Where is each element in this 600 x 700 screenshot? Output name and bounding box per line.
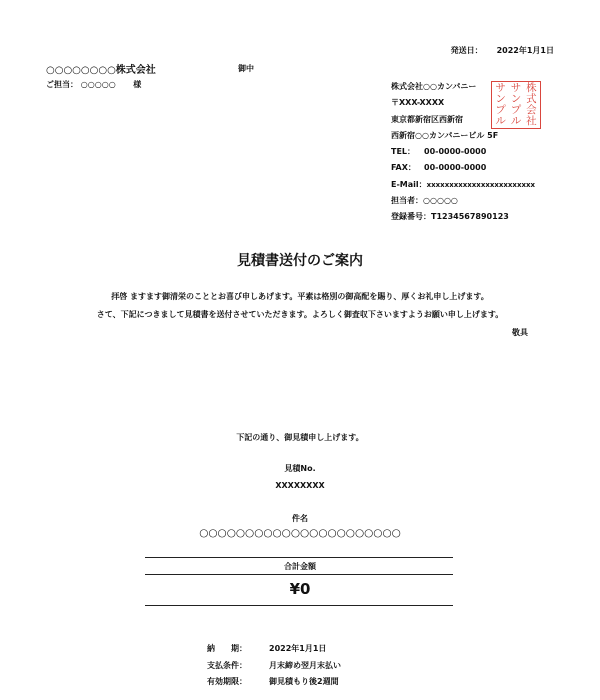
seal-character: 会 <box>526 104 537 117</box>
sender-tel-label: TEL： <box>391 147 416 157</box>
sender-registration <box>391 209 535 225</box>
seal-character: ル <box>495 115 506 128</box>
estimate-number-label: 見積No. <box>284 464 316 473</box>
total-amount-value: ¥0 <box>289 580 311 598</box>
seal-character: ル <box>510 115 522 128</box>
sender-fax-label: FAX： <box>391 163 416 173</box>
terms-delivery <box>207 641 341 658</box>
sender-email <box>391 177 535 193</box>
issue-date-label: 発送日： <box>450 46 483 55</box>
sender-fax <box>391 160 535 176</box>
seal-character: 社 <box>526 115 537 128</box>
subject-label: 件名 <box>292 514 308 523</box>
seal-character: サ <box>495 82 506 95</box>
recipient-honorific: 御中 <box>238 64 254 73</box>
sender-company: 株式会社○○カンパニー <box>391 82 477 91</box>
recipient-person-label: ご担当： <box>46 80 78 89</box>
company-seal-stamp <box>491 81 541 129</box>
sender-fax-value: 00-0000-0000 <box>424 163 487 173</box>
recipient-person-name: ○○○○○ <box>80 80 116 89</box>
seal-character: 株 <box>526 82 537 95</box>
sender-staff-label: 担当者： <box>391 196 423 206</box>
estimate-number-value: XXXXXXXX <box>275 481 325 490</box>
sender-address-line1: 東京都新宿区西新宿 <box>391 114 463 124</box>
terms-validity-value: 御見積もり後2週間 <box>269 677 339 686</box>
sender-registration-value: T1234567890123 <box>431 212 509 222</box>
sender-tel <box>391 144 535 160</box>
sender-staff <box>391 193 535 209</box>
greeting-line-1: 拝啓 ますます御清栄のこととお喜び申しあげます。平素は格別の御高配を賜り、厚くお礼申し上げます。 <box>111 292 489 301</box>
seal-character: プ <box>495 104 506 117</box>
terms-payment-value: 月末締め翌月末払い <box>269 660 341 670</box>
issue-date-value: 2022年1月1日 <box>496 46 554 55</box>
terms-validity <box>207 674 341 691</box>
total-rule-bottom <box>145 605 453 606</box>
terms-validity-label: 有効期限： <box>207 677 247 686</box>
seal-character: 式 <box>526 93 537 106</box>
total-rule-top <box>145 557 453 558</box>
sender-tel-value: 00-0000-0000 <box>424 147 487 157</box>
sender-email-label: E-Mail： <box>391 179 427 189</box>
terms-delivery-value: 2022年1月1日 <box>269 644 327 653</box>
terms-block <box>207 641 341 691</box>
seal-character: ン <box>510 93 522 106</box>
document-title: 見積書送付のご案内 <box>237 253 363 269</box>
sender-email-value: xxxxxxxxxxxxxxxxxxxxxxxx <box>426 180 536 189</box>
issue-date-line <box>451 45 554 56</box>
letter-closing: 敬具 <box>512 328 528 337</box>
terms-payment-label: 支払条件： <box>207 660 247 670</box>
recipient-person-honorific: 様 <box>133 80 142 89</box>
terms-delivery-label: 納 期： <box>207 644 247 653</box>
sender-registration-label: 登録番号： <box>391 212 431 222</box>
recipient-person-line <box>46 79 141 90</box>
subject-value: ○○○○○○○○○○○○○○○○○○○○○○ <box>199 527 401 539</box>
greeting-line-2: さて、下記につきまして見積書を送付させていただきます。よろしく御査収下さいますようお願い申し上げます。 <box>96 310 504 319</box>
seal-character: サ <box>510 82 522 95</box>
recipient-company: ○○○○○○○○株式会社 <box>46 65 156 76</box>
estimate-intro: 下記の通り、御見積申し上げます。 <box>236 433 364 442</box>
total-rule-middle <box>145 574 453 575</box>
sender-address-line2: 西新宿○○カンパニービル 5F <box>391 130 499 140</box>
total-amount-label: 合計金額 <box>284 562 316 571</box>
sender-staff-value: ○○○○○ <box>423 196 458 206</box>
seal-character: プ <box>510 104 522 117</box>
seal-character: ン <box>495 93 506 106</box>
sender-postal: 〒XXX-XXXX <box>391 98 445 108</box>
terms-payment <box>207 658 341 675</box>
